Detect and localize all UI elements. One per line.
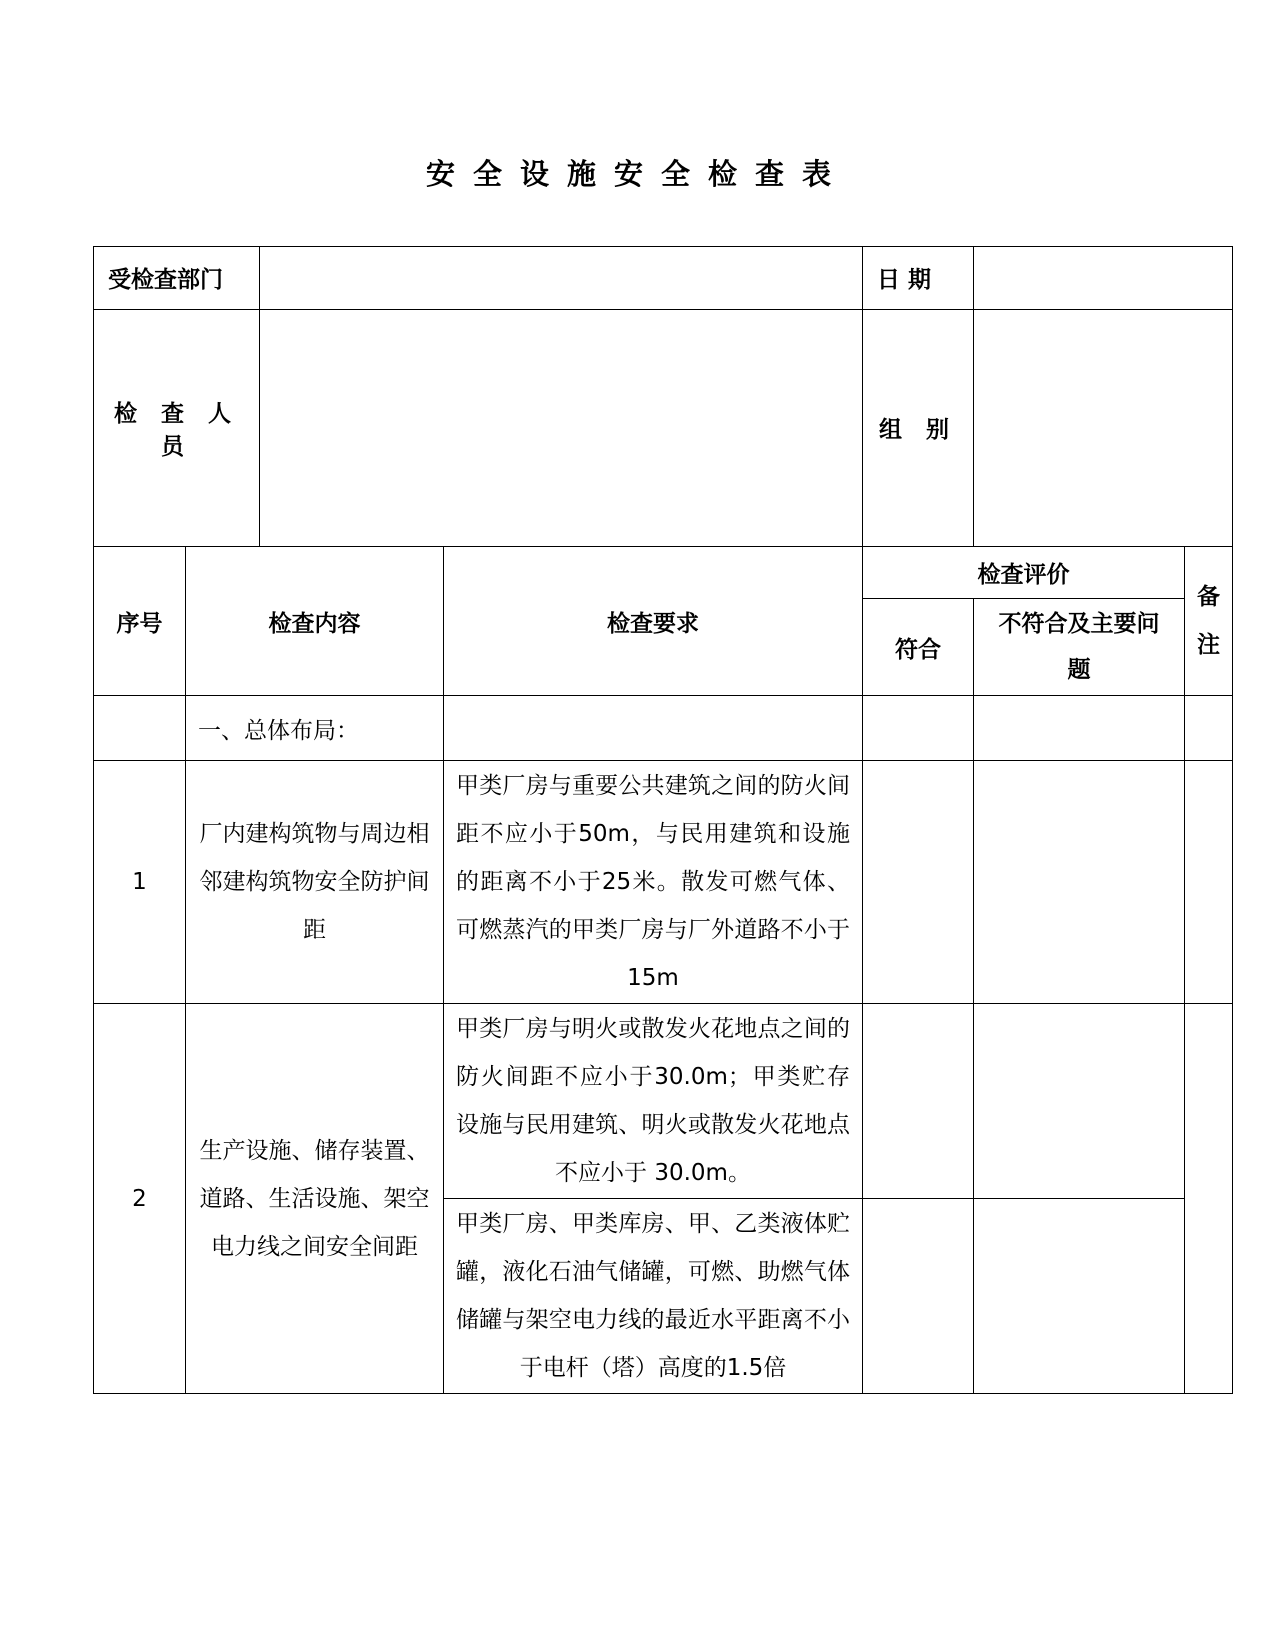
col-remark: 备注 (1185, 546, 1233, 695)
group-label: 组 别 (863, 309, 974, 546)
dept-label: 受检查部门 (94, 247, 260, 310)
row-seq: 1 (94, 760, 186, 1003)
row-content: 生产设施、储存装置、道路、生活设施、架空电力线之间安全间距 (186, 1004, 444, 1394)
col-seq: 序号 (94, 546, 186, 695)
row-noncomply-cell[interactable] (974, 760, 1185, 1003)
column-header-row (94, 546, 1233, 599)
row-content: 厂内建构筑物与周边相邻建构筑物安全防护间距 (186, 760, 444, 1003)
row-requirement: 甲类厂房与重要公共建筑之间的防火间距不应小于50m，与民用建筑和设施的距离不小于25米。散发可燃气体、可燃蒸汽的甲类厂房与厂外道路不小于15m (444, 760, 863, 1003)
row-requirement: 甲类厂房、甲类库房、甲、乙类液体贮罐，液化石油气储罐，可燃、助燃气体储罐与架空电力线的最近水平距离不小于电杆（塔）高度的1.5倍 (444, 1199, 863, 1394)
col-content: 检查内容 (186, 546, 444, 695)
row-remark-cell[interactable] (1185, 760, 1233, 1003)
row-requirement: 甲类厂房与明火或散发火花地点之间的防火间距不应小于30.0m；甲类贮存设施与民用建筑、明火或散发火花地点不应小于 30.0m。 (444, 1004, 863, 1199)
col-comply: 符合 (863, 599, 974, 696)
section-req-cell (444, 696, 863, 761)
row-seq: 2 (94, 1004, 186, 1394)
inspection-table (93, 246, 1233, 1394)
section-seq-cell (94, 696, 186, 761)
section-row (94, 696, 1233, 761)
table-row (94, 760, 1233, 1003)
col-noncomply: 不符合及主要问题 (974, 599, 1185, 696)
date-field[interactable] (974, 247, 1233, 310)
dept-field[interactable] (260, 247, 863, 310)
section-remark-cell[interactable] (1185, 696, 1233, 761)
inspector-row (94, 309, 1233, 546)
row-remark-cell[interactable] (1185, 1004, 1233, 1394)
row-comply-cell[interactable] (863, 760, 974, 1003)
table-row (94, 1004, 1233, 1199)
date-label: 日 期 (863, 247, 974, 310)
row-noncomply-cell[interactable] (974, 1004, 1185, 1199)
row-comply-cell[interactable] (863, 1004, 974, 1199)
col-requirement: 检查要求 (444, 546, 863, 695)
section-title: 一、总体布局： (186, 696, 444, 761)
inspector-label: 检 查 人 员 (94, 309, 260, 546)
section-noncomply-cell[interactable] (974, 696, 1185, 761)
col-evaluation: 检查评价 (863, 546, 1185, 599)
page-title: 安全设施安全检查表 (425, 157, 849, 191)
group-field[interactable] (974, 309, 1233, 546)
dept-row (94, 247, 1233, 310)
row-noncomply-cell[interactable] (974, 1199, 1185, 1394)
inspector-field[interactable] (260, 309, 863, 546)
section-comply-cell[interactable] (863, 696, 974, 761)
row-comply-cell[interactable] (863, 1199, 974, 1394)
